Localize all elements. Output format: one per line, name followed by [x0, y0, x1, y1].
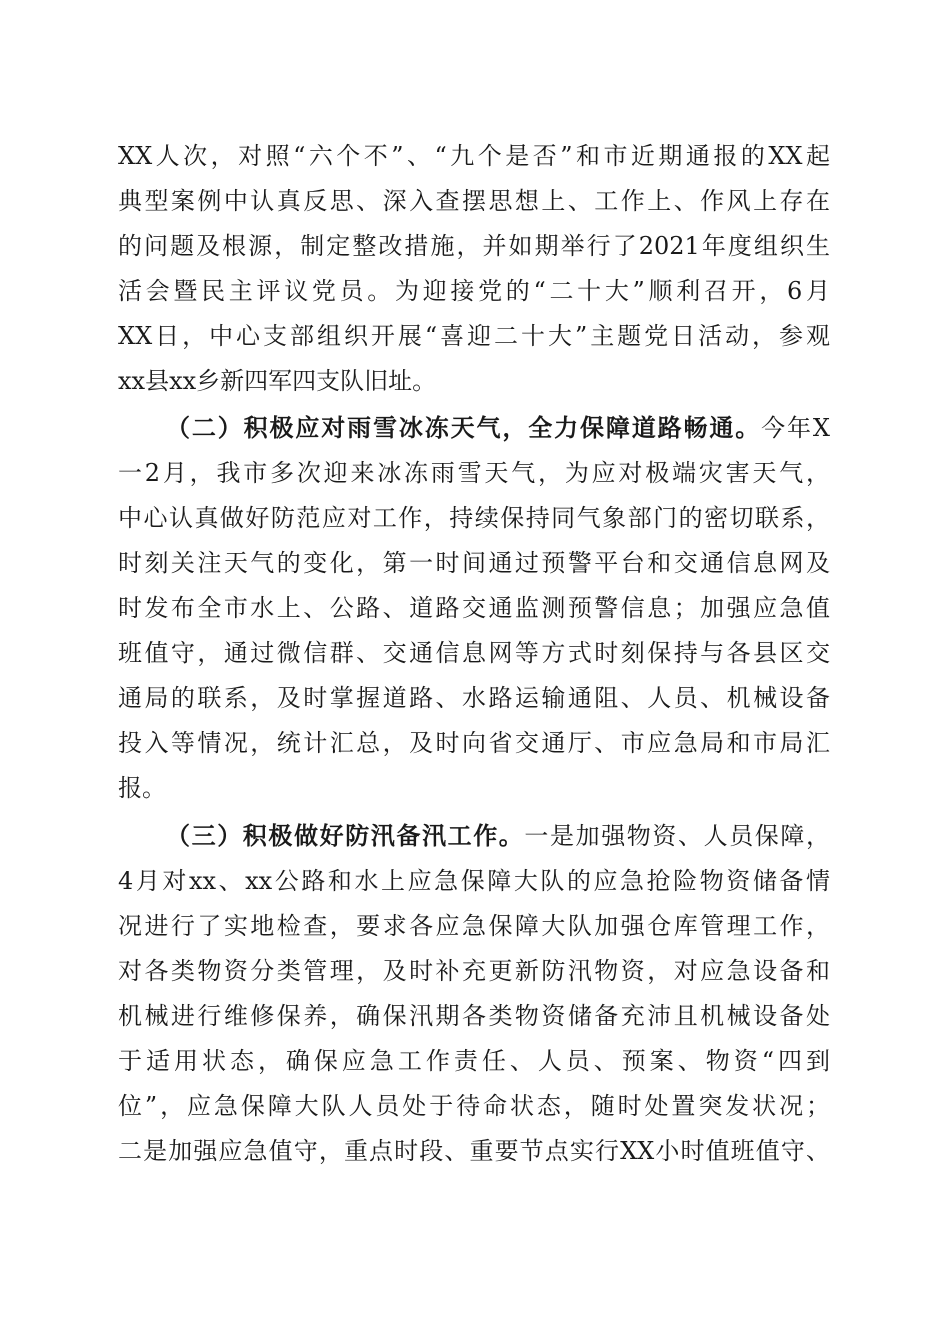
text-line: 通局的联系，及时掌握道路、水路运输通阻、人员、机械设备: [118, 684, 830, 712]
section-2-first-line: [166, 408, 830, 448]
text-line: 时刻关注天气的变化，第一时间通过预警平台和交通信息网及: [118, 549, 830, 577]
text-line: 机械进行维修保养，确保汛期各类物资储备充沛且机械设备处: [118, 1002, 830, 1030]
section-3-first-line: [166, 816, 830, 856]
text-line: 一2月，我市多次迎来冰冻雨雪天气，为应对极端灾害天气，: [118, 459, 830, 487]
text-line: 4月对xx、xx公路和水上应急保障大队的应急抢险物资储备情: [118, 867, 830, 895]
text-line: XX日，中心支部组织开展“喜迎二十大”主题党日活动，参观: [118, 322, 830, 350]
text-line: 报。: [118, 774, 166, 802]
text-line: 班值守，通过微信群、交通信息网等方式时刻保持与各县区交: [118, 639, 830, 667]
text-line: 况进行了实地检查，要求各应急保障大队加强仓库管理工作，: [118, 912, 830, 940]
text-line: xx县xx乡新四军四支队旧址。: [118, 367, 437, 395]
section-2-lead-text: 今年X: [761, 414, 830, 442]
section-3-lead-text: 一是加强物资、人员保障，: [524, 822, 831, 850]
text-line: 中心认真做好防范应对工作，持续保持同气象部门的密切联系，: [118, 504, 830, 532]
text-line: XX人次，对照“六个不”、“九个是否”和市近期通报的XX起: [118, 142, 830, 170]
text-line: 投入等情况，统计汇总，及时向省交通厅、市应急局和市局汇: [118, 729, 830, 757]
text-line: 二是加强应急值守，重点时段、重要节点实行XX小时值班值守、: [118, 1137, 830, 1165]
section-2-heading: （二）积极应对雨雪冰冻天气，全力保障道路畅通。: [166, 413, 762, 442]
text-line: 时发布全市水上、公路、道路交通监测预警信息；加强应急值: [118, 594, 830, 622]
section-3-heading: （三）积极做好防汛备汛工作。: [166, 821, 525, 850]
text-line: 于适用状态，确保应急工作责任、人员、预案、物资“四到: [118, 1047, 830, 1075]
text-line: 活会暨民主评议党员。为迎接党的“二十大”顺利召开，6月: [118, 277, 830, 305]
text-line: 的问题及根源，制定整改措施，并如期举行了2021年度组织生: [118, 232, 830, 260]
text-line: 位”，应急保障大队人员处于待命状态，随时处置突发状况；: [118, 1092, 830, 1120]
text-line: 典型案例中认真反思、深入查摆思想上、工作上、作风上存在: [118, 187, 830, 215]
text-line: 对各类物资分类管理，及时补充更新防汛物资，对应急设备和: [118, 957, 830, 985]
